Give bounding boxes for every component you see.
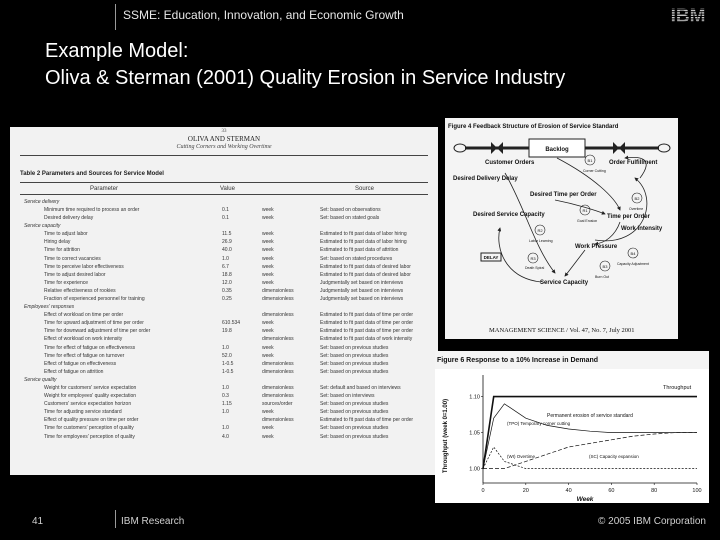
table-cell-unit: week — [262, 255, 274, 262]
table-cell-parameter: Time for customers' perception of quality — [44, 425, 134, 432]
table-cell-unit: week — [262, 231, 274, 238]
table-cell-value: 19.8 — [222, 328, 232, 335]
table-cell-unit: week — [262, 352, 274, 359]
table-page-number: 33 — [221, 129, 227, 134]
table-cell-source: Set: based on previous studies — [320, 344, 389, 351]
table-cell-unit: dimensionless — [262, 384, 294, 391]
table-row — [24, 345, 434, 353]
table-cell-source: Set: based on previous studies — [320, 352, 389, 359]
backlog-label: Backlog — [545, 147, 569, 153]
table-cell-source: Set: based on previous studies — [320, 425, 389, 432]
table-section-heading: Service delivery — [24, 199, 60, 205]
footer-divider — [115, 510, 116, 528]
table-cell-unit: dimensionless — [262, 368, 294, 375]
ibm-logo-text: IBM — [670, 6, 706, 25]
table-cell-source: Estimated to fit past data of labor hiring — [320, 231, 407, 238]
table-row — [24, 425, 434, 433]
loop-id: B4 — [630, 251, 636, 256]
table-row — [24, 272, 434, 280]
table-cell-value: 11.5 — [222, 231, 232, 238]
chart-title: Figure 6 Response to a 10% Increase in Demand — [437, 357, 599, 364]
footer-copyright: © 2005 IBM Corporation — [598, 516, 706, 527]
column-header: Value — [220, 186, 235, 192]
loop-goal-erosion: Goal Erosion — [577, 219, 598, 223]
table-rule — [20, 155, 428, 156]
annotation-tpo: (TPO) Temporary corner cutting — [507, 421, 571, 426]
ibm-logo — [663, 5, 713, 25]
node-time-per-order: Time per Order — [607, 214, 650, 220]
table-row — [24, 409, 434, 417]
node-desired-delivery-delay: Desired Delivery Delay — [453, 176, 518, 182]
slide-number: 41 — [32, 516, 44, 527]
loop-id: B3 — [602, 264, 608, 269]
table-cell-parameter: Time to correct vacancies — [44, 255, 101, 262]
table-row — [24, 288, 434, 296]
table-cell-parameter: Hiring delay — [44, 239, 71, 246]
table-cell-parameter: Relative effectiveness of rookies — [44, 287, 116, 294]
table-cell-value: 0.1 — [222, 207, 229, 213]
chart-x-tick-label: 40 — [565, 488, 572, 494]
table-cell-parameter: Time to adjust desired labor — [44, 271, 106, 278]
table-row — [24, 264, 434, 272]
table-cell-unit: week — [262, 239, 274, 246]
table-cell-parameter: Customers' service expectation horizon — [44, 401, 132, 408]
loop-id: R3 — [530, 256, 536, 261]
table-cell-unit: dimensionless — [262, 287, 294, 294]
table-cell-source: Set: based on previous studies — [320, 401, 389, 408]
table-row — [24, 215, 434, 223]
table-cell-value: 1-0.5 — [222, 368, 234, 375]
table-cell-parameter: Time for experience — [44, 279, 88, 286]
journal-footer: MANAGEMENT SCIENCE / Vol. 47, No. 7, July 2001 — [489, 327, 635, 334]
table-cell-parameter: Fraction of experienced personnel for training — [44, 296, 145, 302]
table-cell-parameter: Weight for employees' quality expectation — [44, 393, 137, 399]
node-order-fulfillment: Order Fulfillment — [609, 160, 658, 166]
table-row — [24, 239, 434, 247]
table-cell-source: Estimated to fit past data of desired labor — [320, 263, 411, 270]
annotation-throughput: Throughput — [663, 385, 692, 391]
table-row — [24, 361, 434, 369]
table-cell-parameter: Weight for customers' service expectation — [44, 384, 137, 391]
table-cell-value: 1.0 — [222, 255, 229, 262]
header-divider — [115, 4, 116, 30]
table-cell-source: Set: default and based on interviews — [320, 384, 401, 391]
table-cell-parameter: Minimum time required to process an order — [44, 207, 140, 213]
table-row — [24, 369, 434, 377]
table-cell-source: Estimated to fit past data of labor hiring — [320, 239, 407, 246]
table-cell-parameter: Time for effect of fatigue on effectiveness — [44, 344, 136, 351]
loop-burnout: Burn Out — [595, 275, 610, 279]
table-cell-unit: week — [262, 247, 274, 254]
table-cell-source: Estimated to fit past data of attrition — [320, 247, 399, 254]
table-cell-value: 1.0 — [222, 384, 229, 391]
table-row — [24, 256, 434, 264]
table-cell-source: Set: based on previous studies — [320, 368, 389, 375]
table-cell-source: Set: based on previous studies — [320, 433, 389, 440]
table-cell-unit: week — [262, 279, 274, 286]
table-cell-unit: dimensionless — [262, 417, 294, 424]
table-cell-source: Set: based on previous studies — [320, 409, 389, 416]
table-cell-parameter: Effect of fatigue on attrition — [44, 368, 104, 375]
chart-x-label: Week — [576, 496, 594, 503]
table-row — [24, 231, 434, 239]
column-header: Parameter — [90, 186, 119, 192]
table-rule — [20, 194, 428, 195]
loop-id: R2 — [537, 228, 543, 233]
chart-x-tick-label: 20 — [522, 488, 529, 494]
parameter-table-image — [10, 127, 438, 475]
table-row — [24, 336, 434, 344]
node-desired-service-capacity: Desired Service Capacity — [473, 212, 545, 218]
table-row — [24, 280, 434, 288]
table-cell-value: 1.0 — [222, 409, 229, 416]
table-cell-unit: week — [262, 207, 274, 213]
chart-x-tick-label: 100 — [692, 488, 702, 494]
table-row — [24, 434, 434, 442]
table-cell-source: Set: based on previous studies — [320, 360, 389, 367]
chart-y-tick-label: 1.05 — [469, 430, 480, 437]
table-subtitle: Cutting Corners and Working Overtime — [176, 144, 272, 150]
table-cell-value: 0.35 — [222, 287, 232, 294]
table-cell-source: Estimated to fit past data of work intensity — [320, 336, 413, 343]
column-header: Source — [355, 186, 375, 192]
loop-labor-learning: Labor Learning — [529, 239, 553, 243]
table-cell-source: Estimated to fit past data of time per order — [320, 328, 414, 335]
table-cell-source: Estimated to fit past data of time per order — [320, 320, 414, 327]
node-desired-time-per-order: Desired Time per Order — [530, 192, 597, 198]
table-cell-parameter: Effect of fatigue on effectiveness — [44, 360, 117, 367]
table-section-heading: Employees' responses — [24, 304, 75, 311]
delay-box-label: DELAY — [483, 255, 499, 260]
table-cell-parameter: Effect of workload on work intensity — [44, 336, 123, 343]
table-cell-unit: dimensionless — [262, 336, 294, 343]
table-cell-parameter: Time for adjusting service standard — [44, 409, 122, 416]
table-cell-source: Set: based on interviews — [320, 393, 375, 399]
table-cell-unit: week — [262, 409, 274, 416]
slide-title — [45, 38, 565, 92]
annotation-permanent-erosion: Permanent erosion of service standard — [547, 413, 633, 419]
table-cell-value: 1.15 — [222, 401, 232, 408]
table-cell-unit: week — [262, 320, 274, 327]
figure4-title: Figure 4 Feedback Structure of Erosion of Service Standard — [448, 124, 619, 130]
table-cell-source: Judgmentally set based on interviews — [320, 279, 404, 286]
annotation-wi: (WI) Overtime — [507, 454, 535, 459]
demand-response-chart — [435, 351, 709, 503]
table-cell-parameter: Time to adjust labor — [44, 231, 88, 238]
table-cell-unit: dimensionless — [262, 312, 294, 319]
table-cell-unit: week — [262, 433, 274, 440]
table-cell-parameter: Time for effect of fatigue on turnover — [44, 352, 125, 359]
table-row — [24, 401, 434, 409]
loop-death-spiral: Death Spiral — [525, 266, 545, 270]
table-cell-value: 0.25 — [222, 296, 232, 302]
table-cell-value: 4.0 — [222, 433, 229, 440]
loop-id: B2 — [634, 196, 640, 201]
slide-title-line1: Example Model: — [45, 40, 189, 62]
table-row — [24, 312, 434, 320]
slide-title-line2: Oliva & Sterman (2001) Quality Erosion in Service Industry — [45, 67, 566, 89]
table-section-heading: Service capacity — [24, 223, 61, 230]
table-cell-unit: week — [262, 215, 274, 222]
chart-y-tick-label: 1.00 — [469, 466, 480, 473]
table-row — [24, 247, 434, 255]
table-cell-unit: sources/order — [262, 401, 293, 408]
table-cell-parameter: Desired delivery delay — [44, 215, 94, 222]
loop-id: B1 — [587, 158, 593, 163]
table-cell-source: Set: based on stated goals — [320, 215, 380, 222]
table-row — [24, 328, 434, 336]
table-cell-parameter: Time for employees' perception of quality — [44, 433, 135, 440]
table-cell-value: 1.0 — [222, 425, 229, 432]
table-cell-unit: week — [262, 425, 274, 432]
loop-corner-cutting: Corner Cutting — [583, 169, 606, 173]
table-cell-unit: week — [262, 271, 274, 278]
table-row — [24, 320, 434, 328]
slide-header — [0, 0, 720, 32]
chart-y-label: Throughput (week 0=1.00) — [443, 398, 449, 474]
table-cell-parameter: Time to perceive labor effectiveness — [44, 263, 124, 270]
table-title: Table 2 Parameters and Sources for Service Model — [20, 171, 164, 177]
chart-y-tick-label: 1.10 — [469, 394, 480, 401]
table-cell-unit: week — [262, 328, 274, 335]
table-row — [24, 296, 434, 304]
table-row — [24, 417, 434, 425]
loop-overtime: Overtime — [629, 207, 644, 211]
feedback-structure-figure — [445, 118, 678, 339]
table-row — [24, 393, 434, 401]
table-cell-value: 0.1 — [222, 215, 229, 222]
table-cell-parameter: Time for attrition — [44, 247, 80, 254]
table-cell-source: Estimated to fit past data of desired labor — [320, 271, 411, 278]
table-cell-parameter: Time for upward adjustment of time per order — [44, 320, 144, 327]
table-cell-unit: dimensionless — [262, 296, 294, 302]
table-cell-value: 12.0 — [222, 279, 232, 286]
table-cell-value: 18.8 — [222, 271, 232, 278]
table-row — [24, 207, 434, 215]
table-cell-source: Estimated to fit past data of time per order — [320, 312, 414, 319]
node-work-intensity: Work Intensity — [621, 226, 663, 232]
table-cell-source: Set: based on stated procedures — [320, 255, 393, 262]
table-cell-value: 1.0 — [222, 344, 229, 351]
table-row — [24, 385, 434, 393]
table-cell-parameter: Effect of quality pressure on time per order — [44, 417, 139, 424]
chart-x-tick-label: 0 — [481, 488, 485, 494]
node-customer-orders: Customer Orders — [485, 160, 535, 166]
table-cell-source: Set: based on observations — [320, 207, 381, 213]
loop-capacity-adjustment: Capacity Adjustment — [617, 262, 649, 266]
chart-x-tick-label: 80 — [651, 488, 658, 494]
table-cell-unit: dimensionless — [262, 360, 294, 367]
footer-org: IBM Research — [121, 516, 185, 527]
header-title: SSME: Education, Innovation, and Economic Growth — [123, 8, 404, 22]
table-rule — [20, 182, 428, 183]
table-authors: OLIVA AND STERMAN — [187, 135, 261, 143]
table-cell-value: 52.0 — [222, 352, 232, 359]
table-cell-value: 40.0 — [222, 247, 232, 254]
table-cell-parameter: Time for downward adjustment of time per order — [44, 328, 151, 335]
table-cell-unit: week — [262, 344, 274, 351]
table-cell-value: 610.534 — [222, 320, 241, 327]
node-service-capacity: Service Capacity — [540, 280, 589, 286]
table-cell-unit: week — [262, 263, 274, 270]
chart-x-tick-label: 60 — [608, 488, 615, 494]
table-cell-source: Judgmentally set based on interviews — [320, 287, 404, 294]
table-cell-value: 26.9 — [222, 239, 232, 246]
table-cell-source: Estimated to fit past data of time per order — [320, 417, 414, 424]
annotation-sc: (SC) Capacity expansion — [589, 454, 639, 459]
table-cell-value: 0.3 — [222, 393, 229, 399]
node-work-pressure: Work Pressure — [575, 244, 618, 250]
table-row — [24, 353, 434, 361]
loop-id: R1 — [582, 208, 588, 213]
table-section-heading: Service quality — [24, 376, 57, 383]
table-cell-parameter: Effect of workload on time per order — [44, 312, 124, 319]
table-cell-value: 1-0.5 — [222, 360, 234, 367]
table-cell-value: 6.7 — [222, 263, 229, 270]
table-cell-unit: dimensionless — [262, 393, 294, 399]
table-cell-source: Judgmentally set based on interviews — [320, 296, 404, 302]
